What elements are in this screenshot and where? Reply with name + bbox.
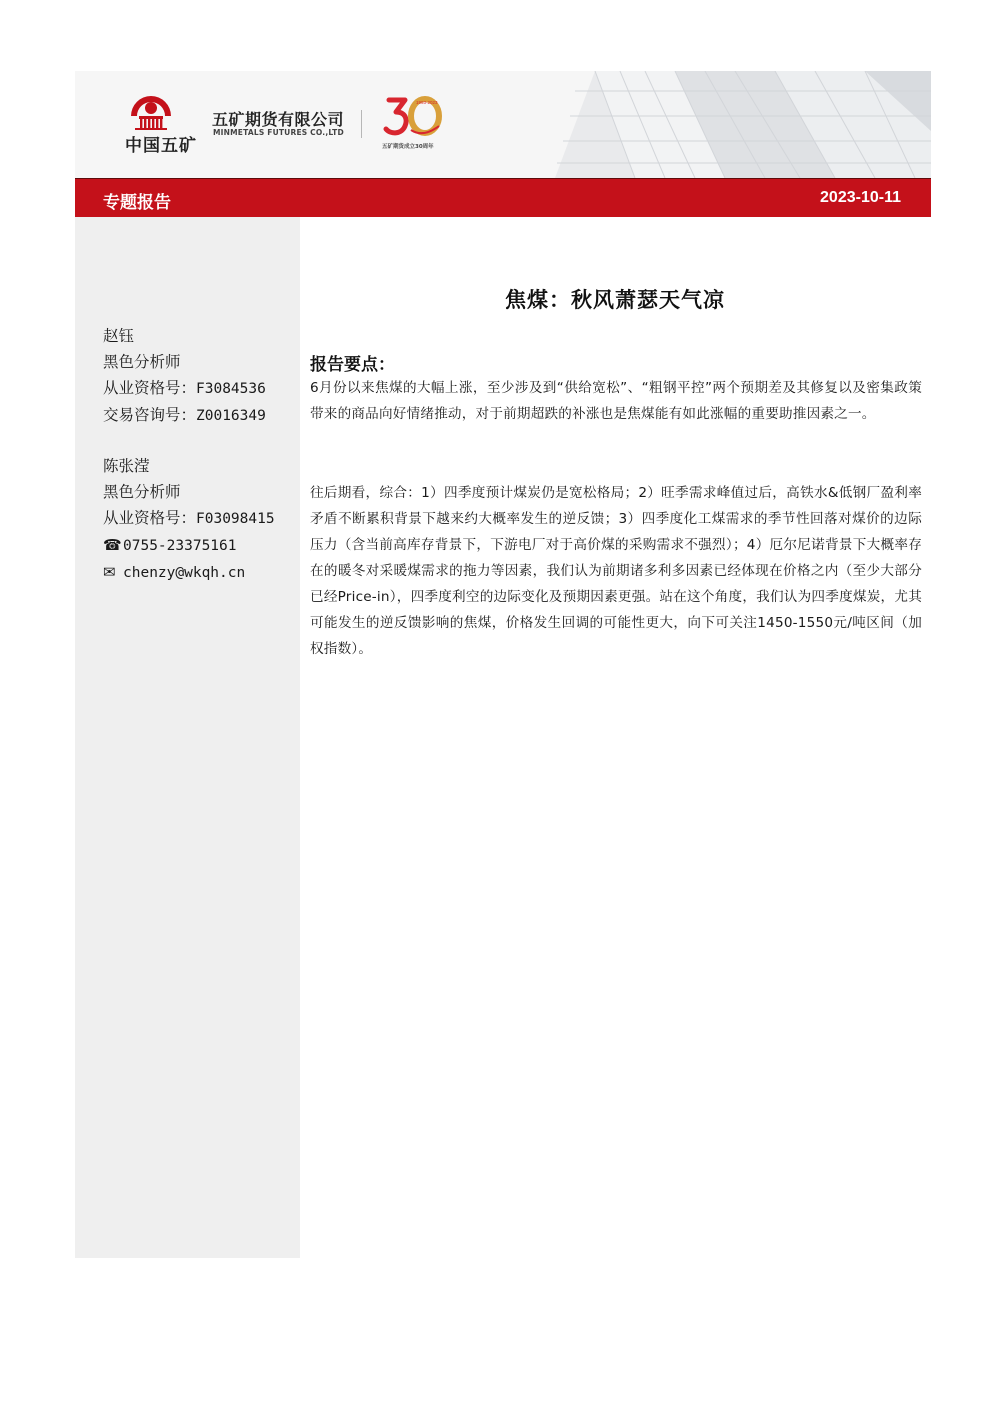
header-banner [75, 71, 931, 178]
analyst-consult: 交易咨询号：Z0016349 [103, 406, 266, 424]
summary-paragraph-2: 往后期看，综合：1）四季度预计煤炭仍是宽松格局；2）旺季需求峰值过后，高铁水&低钢厂盈利率矛盾不断累积背景下越来约大概率发生的逆反馈；3）四季度化工煤需求的季节性回落对煤价的边际压力（含当前高库存背景下，下游电厂对于高价煤的采购需求不强烈）；4）厄尔尼诺背景下大概率存在的暖冬对采暖煤需求的拖力等因素，我们认为前期诸多利多因素已经体现在价格之内（至少大部分已经Price-in），四季度利空的边际变化及预期因素更强。站在这个角度，我们认为四季度煤炭，尤其可能发生的逆反馈影响的焦煤，价格发生回调的可能性更大，向下可关注1450-1550元/吨区间（加权指数）。 [310, 485, 922, 657]
analyst-cert: 从业资格号：F3084536 [103, 379, 266, 397]
summary-paragraph-1: 6月份以来焦煤的大幅上涨，至少涉及到“供给宽松”、“粗钢平控”两个预期差及其修复以及密集政策带来的商品向好情绪推动，对于前期超跌的补涨也是焦煤能有如此涨幅的重要助推因素之一。 [310, 380, 922, 422]
cnmc-logo-icon [121, 94, 181, 130]
analyst-name: 赵钰 [103, 327, 135, 345]
analyst-role: 黑色分析师 [103, 483, 181, 501]
company-name-en: MINMETALS FUTURES CO.,LTD [213, 128, 344, 137]
banner-architecture-graphic [75, 71, 931, 178]
analyst-cert: 从业资格号：F03098415 [103, 509, 275, 527]
section-heading: 报告要点： [310, 355, 395, 375]
analyst-card-2 [103, 453, 275, 586]
analyst-name: 陈张滢 [103, 457, 150, 475]
analyst-phone: ☎0755-23375161 [103, 532, 275, 559]
analyst-role: 黑色分析师 [103, 353, 181, 371]
report-date: 2023-10-11 [820, 189, 901, 206]
report-type-bar [75, 179, 931, 217]
analyst-email[interactable]: ✉ chenzy@wkqh.cn [103, 559, 275, 586]
report-title: 焦煤：秋风萧瑟天气凉 [505, 288, 725, 312]
brand-name: 中国五矿 [125, 136, 197, 156]
header-divider [361, 110, 362, 138]
company-name-cn: 五矿期货有限公司 [212, 110, 345, 129]
anniversary-years: 1993-2023 [416, 100, 438, 105]
phone-icon: ☎ [103, 536, 122, 554]
mail-icon: ✉ [103, 563, 116, 581]
anniversary-logo-icon [383, 92, 443, 140]
anniversary-caption: 五矿期货成立30周年 [382, 144, 434, 150]
analyst-card-1 [103, 323, 266, 429]
report-type-label: 专题报告 [103, 193, 171, 213]
